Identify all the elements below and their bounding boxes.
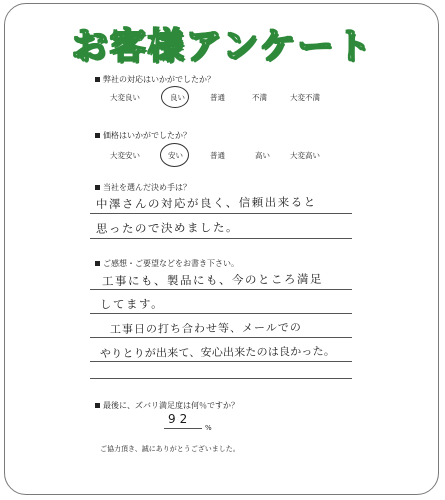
q3-answer-line-1: 中澤さんの対応が良く、信頼出来ると — [95, 194, 317, 212]
question-5-label: 最後に、ズバリ満足度は何％ですか？ — [103, 401, 239, 410]
q4-answer-line-3: 工事日の打ち合わせ等、メールでの — [109, 320, 302, 337]
q1-option-1[interactable]: 大変良い — [110, 93, 140, 102]
bullet-icon — [95, 403, 100, 408]
q2-option-2[interactable]: 安い — [168, 151, 183, 160]
bullet-icon — [95, 185, 100, 190]
q1-option-5[interactable]: 大変不満 — [290, 93, 320, 102]
question-2-options — [0, 150, 445, 170]
question-5 — [95, 400, 239, 411]
q4-rule-3 — [90, 337, 352, 338]
q4-rule-5 — [90, 378, 352, 379]
q3-rule-2 — [90, 238, 352, 239]
question-2-label: 価格はいかがでしたか？ — [103, 131, 191, 140]
q1-option-4[interactable]: 不満 — [252, 93, 267, 102]
q2-selected-circle — [160, 143, 189, 167]
q2-option-1[interactable]: 大変安い — [110, 151, 140, 160]
q4-rule-2 — [90, 313, 352, 314]
question-1 — [95, 74, 215, 85]
q3-answer-line-2: 思ったので決めました。 — [95, 220, 240, 236]
q4-rule-1 — [90, 289, 352, 290]
percent-unit: % — [205, 424, 212, 432]
satisfaction-underline — [164, 428, 202, 429]
bullet-icon — [95, 77, 100, 82]
bullet-icon — [95, 261, 100, 266]
question-4 — [95, 258, 239, 269]
question-3 — [95, 182, 191, 193]
q2-option-5[interactable]: 大変高い — [290, 151, 320, 160]
q4-answer-line-4: やりとりが出来て、安心出来たのは良かった。 — [99, 344, 336, 361]
question-3-label: 当社を選んだ決め手は？ — [103, 183, 191, 192]
question-1-label: 弊社の対応はいかがでしたか？ — [103, 75, 215, 84]
q4-rule-4 — [90, 361, 352, 362]
thanks-message: ご協力頂き、誠にありがとうございました。 — [100, 445, 240, 453]
q3-rule-1 — [90, 213, 352, 214]
q2-option-4[interactable]: 高い — [255, 151, 270, 160]
q2-option-3[interactable]: 普通 — [210, 151, 225, 160]
q1-option-2[interactable]: 良い — [170, 93, 185, 102]
survey-title: お客様アンケート — [71, 26, 374, 67]
q1-option-3[interactable]: 普通 — [210, 93, 225, 102]
question-2 — [95, 130, 191, 141]
satisfaction-value: 92 — [168, 412, 192, 426]
question-1-options — [0, 92, 445, 112]
survey-sheet — [4, 3, 439, 495]
question-4-label: ご感想・ご要望などをお書き下さい。 — [103, 259, 239, 268]
q1-selected-circle — [161, 86, 189, 108]
q4-answer-line-2: してます。 — [99, 296, 165, 312]
bullet-icon — [95, 133, 100, 138]
q4-answer-line-1: 工事にも、製品にも、今のところ満足 — [101, 271, 324, 289]
